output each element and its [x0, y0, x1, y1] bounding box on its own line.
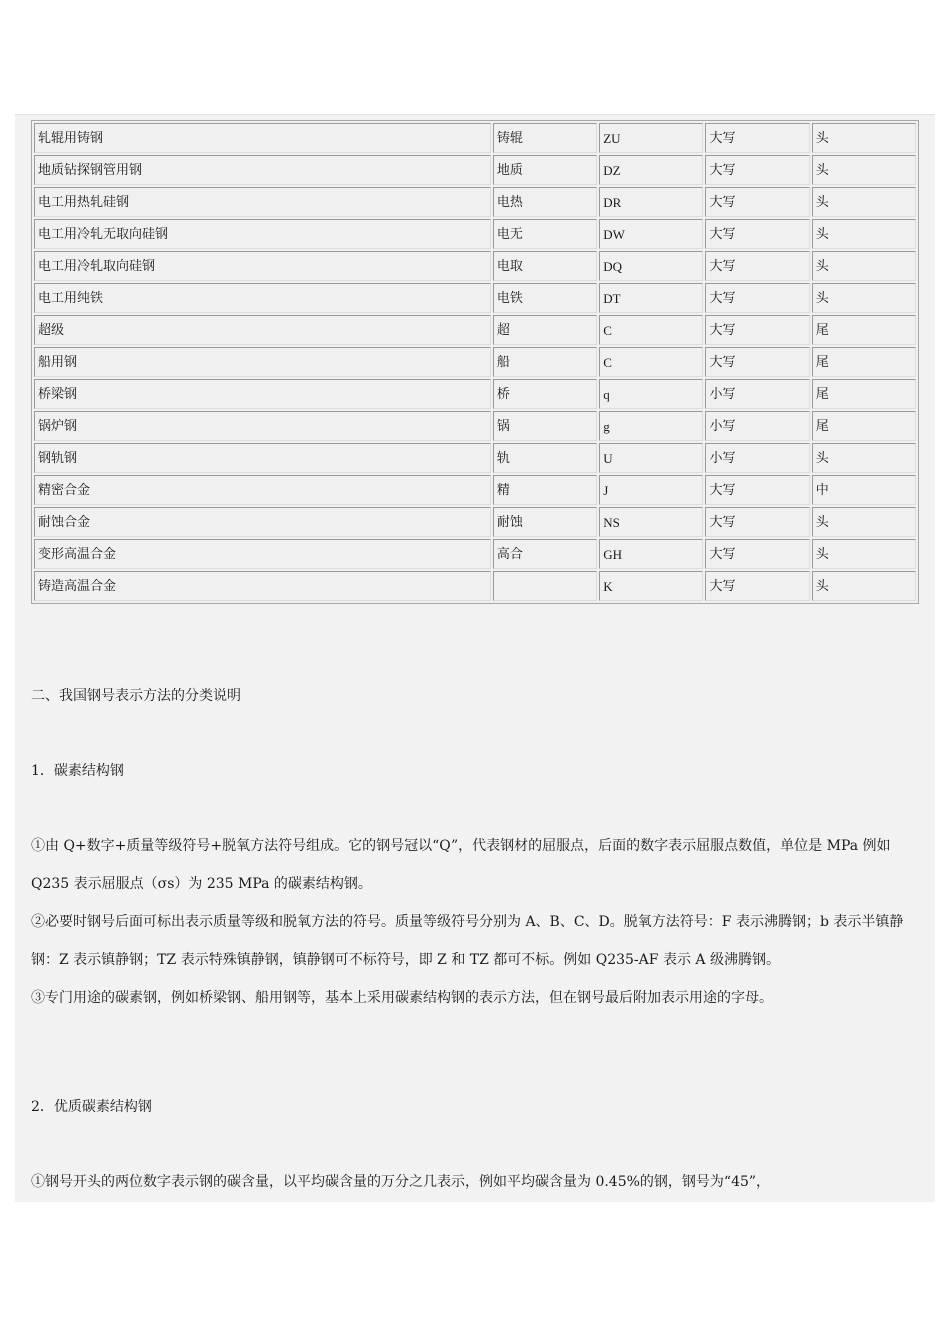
table-cell: 地质钻探钢管用钢	[34, 155, 491, 185]
table-row	[34, 155, 916, 185]
table-cell: 头	[812, 219, 916, 249]
table-cell: 锅	[493, 411, 597, 441]
table-cell: 头	[812, 187, 916, 217]
table-cell: 头	[812, 283, 916, 313]
table-cell: 铸造高温合金	[34, 571, 491, 601]
table-cell: 铸辊	[493, 123, 597, 153]
table-cell: 钢轨钢	[34, 443, 491, 473]
table-cell: J	[599, 475, 703, 505]
table-cell: g	[599, 411, 703, 441]
table-cell: 尾	[812, 411, 916, 441]
table-cell: 头	[812, 123, 916, 153]
table-cell: 小写	[705, 443, 809, 473]
table-row	[34, 539, 916, 569]
body-paragraphs	[31, 827, 921, 1017]
table-cell: 尾	[812, 347, 916, 377]
table-cell: 桥	[493, 379, 597, 409]
table-cell	[493, 571, 597, 601]
table-cell: 超级	[34, 315, 491, 345]
table-row	[34, 379, 916, 409]
table-cell: 高合	[493, 539, 597, 569]
table-cell: 头	[812, 155, 916, 185]
table-body	[34, 123, 916, 601]
paragraph-4: ①钢号开头的两位数字表示钢的碳含量，以平均碳含量的万分之几表示，例如平均碳含量为 0.45%的钢，钢号为“45”，	[31, 1174, 771, 1190]
table-cell: 大写	[705, 251, 809, 281]
table-cell: DZ	[599, 155, 703, 185]
table-cell: DT	[599, 283, 703, 313]
table-row	[34, 219, 916, 249]
table-cell: 变形高温合金	[34, 539, 491, 569]
table-cell: NS	[599, 507, 703, 537]
table-cell: 桥梁钢	[34, 379, 491, 409]
table-cell: U	[599, 443, 703, 473]
table-cell: 电取	[493, 251, 597, 281]
table-cell: 船	[493, 347, 597, 377]
table-cell: 大写	[705, 219, 809, 249]
section-heading: 二、我国钢号表示方法的分类说明	[31, 688, 241, 704]
table-cell: 头	[812, 507, 916, 537]
table-cell: 电工用冷轧取向硅钢	[34, 251, 491, 281]
subheading-carbon-structural-steel: 1．碳素结构钢	[31, 763, 124, 779]
paragraph-2: ②必要时钢号后面可标出表示质量等级和脱氧方法的符号。质量等级符号分别为 A、B、C、D。脱氧方法符号：F 表示沸腾钢；b 表示半镇静钢：Z 表示镇静钢；TZ 表示特殊镇静钢，镇静钢可不标符号，即 Z 和 TZ 都可不标。例如 Q235-AF 表示 A 级沸腾钢。	[31, 914, 904, 968]
table-cell: DR	[599, 187, 703, 217]
table-cell: 电热	[493, 187, 597, 217]
table-cell: 大写	[705, 507, 809, 537]
table-row	[34, 251, 916, 281]
table-cell: 尾	[812, 315, 916, 345]
table-cell: 电工用冷轧无取向硅钢	[34, 219, 491, 249]
table-cell: 大写	[705, 123, 809, 153]
table-cell: 头	[812, 443, 916, 473]
table-cell: 耐蚀	[493, 507, 597, 537]
table-cell: 轧辊用铸钢	[34, 123, 491, 153]
table-cell: 地质	[493, 155, 597, 185]
table-cell: 大写	[705, 539, 809, 569]
table-cell: DW	[599, 219, 703, 249]
table-cell: 电工用热轧硅钢	[34, 187, 491, 217]
paragraph-1: ①由 Q+数字+质量等级符号+脱氧方法符号组成。它的钢号冠以“Q”，代表钢材的屈服点，后面的数字表示屈服点数值，单位是 MPa 例如 Q235 表示屈服点（σs）为 235 MPa 的碳素结构钢。	[31, 838, 891, 892]
table-cell: 大写	[705, 155, 809, 185]
table-cell: 锅炉钢	[34, 411, 491, 441]
table-cell: 超	[493, 315, 597, 345]
table-row	[34, 571, 916, 601]
table-cell: 中	[812, 475, 916, 505]
table-cell: 头	[812, 571, 916, 601]
table-cell: DQ	[599, 251, 703, 281]
table-row	[34, 123, 916, 153]
table-cell: 精	[493, 475, 597, 505]
table-cell: 大写	[705, 571, 809, 601]
table-cell: 耐蚀合金	[34, 507, 491, 537]
table-cell: GH	[599, 539, 703, 569]
document-panel	[15, 114, 935, 1202]
table-row	[34, 347, 916, 377]
steel-code-table	[31, 120, 919, 604]
table-cell: 电工用纯铁	[34, 283, 491, 313]
table-row	[34, 315, 916, 345]
table-cell: 大写	[705, 283, 809, 313]
table-cell: 大写	[705, 315, 809, 345]
table-cell: 小写	[705, 411, 809, 441]
table-cell: C	[599, 347, 703, 377]
table-cell: 电无	[493, 219, 597, 249]
table-cell: 大写	[705, 475, 809, 505]
table-cell: 轨	[493, 443, 597, 473]
table-row	[34, 443, 916, 473]
table-cell: 小写	[705, 379, 809, 409]
table-cell: 头	[812, 539, 916, 569]
table-cell: q	[599, 379, 703, 409]
table-cell: 大写	[705, 187, 809, 217]
table-row	[34, 283, 916, 313]
table-cell: 电铁	[493, 283, 597, 313]
table-row	[34, 475, 916, 505]
paragraph-3: ③专门用途的碳素钢，例如桥梁钢、船用钢等，基本上采用碳素结构钢的表示方法，但在钢号最后附加表示用途的字母。	[31, 990, 773, 1006]
table-cell: 精密合金	[34, 475, 491, 505]
table-row	[34, 411, 916, 441]
table-cell: ZU	[599, 123, 703, 153]
table-cell: 船用钢	[34, 347, 491, 377]
table-cell: K	[599, 571, 703, 601]
table-row	[34, 187, 916, 217]
table-cell: 大写	[705, 347, 809, 377]
table-cell: C	[599, 315, 703, 345]
table-cell: 尾	[812, 379, 916, 409]
table-cell: 头	[812, 251, 916, 281]
subheading-quality-carbon-steel: 2．优质碳素结构钢	[31, 1099, 152, 1115]
table-row	[34, 507, 916, 537]
